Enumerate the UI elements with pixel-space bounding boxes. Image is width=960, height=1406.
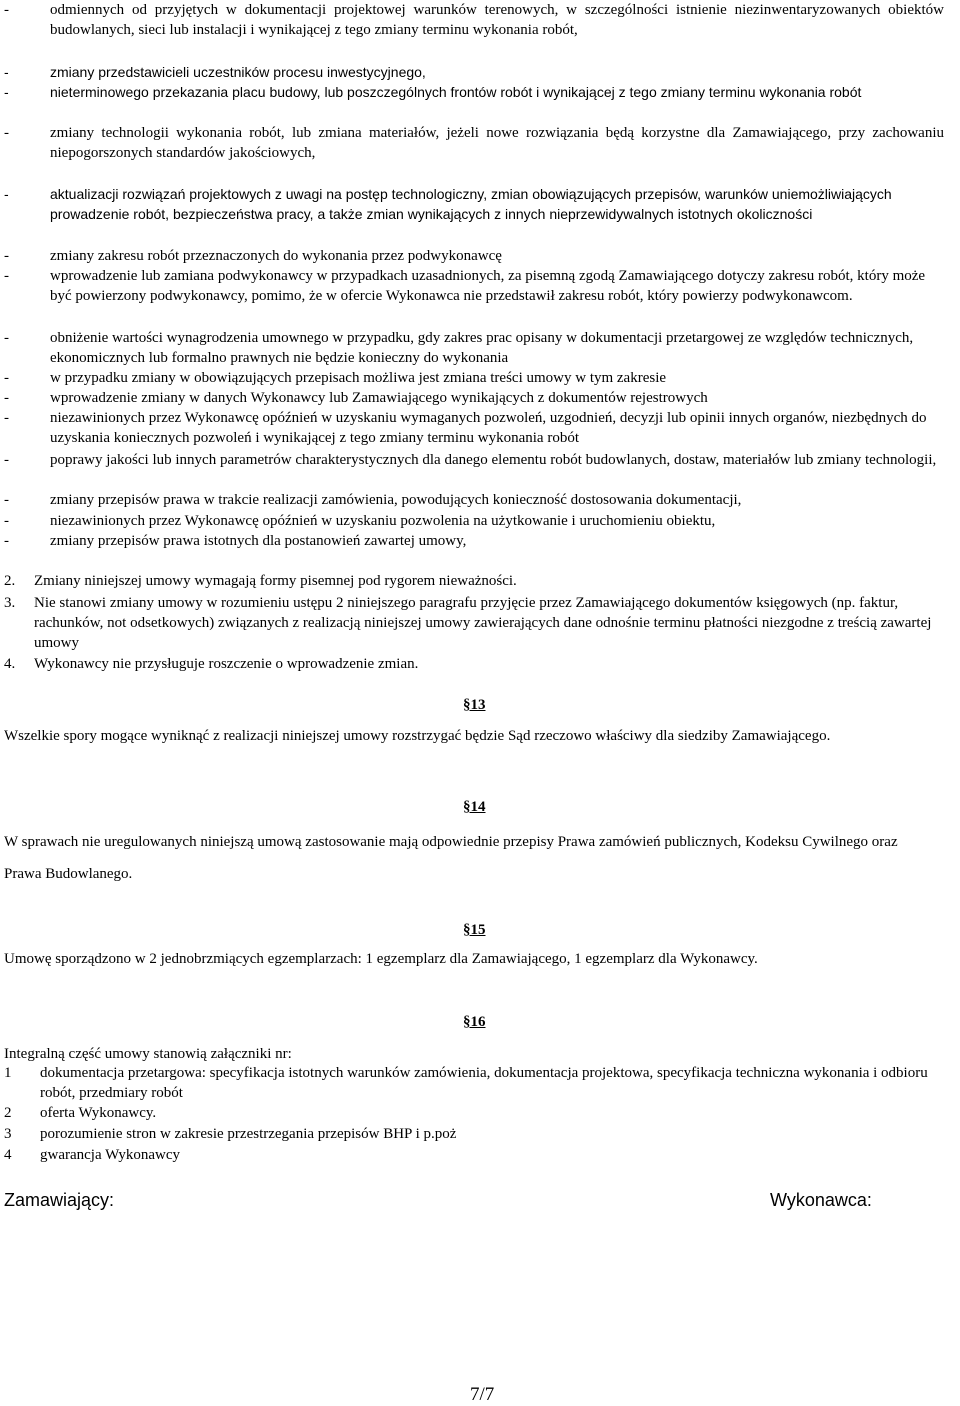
bullet-dash: - [4,452,9,468]
list-item: - poprawy jakości lub innych parametrów charakterystycznych dla danego elementu robót budowlanych, dostaw, materiałów lub zmiany technologii, [4,452,937,468]
attachment-item: 3 porozumienie stron w zakresie przestrzegania przepisów BHP i p.poż [4,1126,457,1142]
list-item: - wprowadzenie lub zamiana podwykonawcy w przypadkach uzasadnionych, za pisemną zgodą Zamawiającego dotyczy zakresu robót, który może być powierzony podwykonawcy, pomimo, że w ofercie Wykonawca nie przedstawił zakresu robót, który powierzy podwykonawcom. [4,268,926,304]
bullet-dash: - [4,64,9,80]
bullet-dash: - [4,492,9,508]
list-item: - aktualizacji rozwiązań projektowych z uwagi na postęp technologiczny, zmian obowiązujących przepisów, warunków uniemożliwiających prowadzenie robót, bezpieczeństwa pracy, a także zmian wynikających z innych nieprzewidywalnych istotnych okoliczności [4,186,892,222]
bullet-dash: - [4,2,9,18]
bullet-dash: - [4,390,9,406]
list-item: - wprowadzenie zmiany w danych Wykonawcy lub Zamawiającego wynikających z dokumentów rejestrowych [4,390,708,406]
section-heading-16: §16 [463,1014,486,1030]
bullet-dash: - [4,330,9,346]
bullet-dash: - [4,410,9,426]
attachment-item: 2 oferta Wykonawcy. [4,1105,157,1121]
bullet-dash: - [4,370,9,386]
list-item: - zmiany przepisów prawa w trakcie realizacji zamówienia, powodujących konieczność dostosowania dokumentacji, [4,492,742,508]
bullet-dash: - [4,513,9,529]
list-item: - zmiany technologii wykonania robót, lub zmiana materiałów, jeżeli nowe rozwiązania będą korzystne dla Zamawiającego, przy zachowaniu niepogorszonych standardów jakościowych, [4,125,944,161]
bullet-dash: - [4,125,9,141]
section-16-text: Integralną część umowy stanowią załączniki nr: [4,1046,292,1062]
list-item: - zmiany przedstawicieli uczestników procesu inwestycyjnego, [4,64,426,80]
section-heading-13: §13 [463,697,486,713]
attachment-item: 4 gwarancja Wykonawcy [4,1147,181,1163]
list-item: - nieterminowego przekazania placu budowy, lub poszczególnych frontów robót i wynikającej z tego zmiany terminu wykonania robót [4,84,862,100]
section-15-text: Umowę sporządzono w 2 jednobrzmiących egzemplarzach: 1 egzemplarz dla Zamawiającego, 1 egzemplarz dla Wykonawcy. [4,951,758,967]
bullet-dash: - [4,268,9,284]
bullet-dash: - [4,248,9,264]
signature-zamawiajacy: Zamawiający: [4,1190,115,1210]
list-item: - obniżenie wartości wynagrodzenia umownego w przypadku, gdy zakres prac opisany w dokumentacji przetargowej ze względów technicznych, ekonomicznych lub formalno prawnych nie będzie konieczny do wykonania [4,330,914,366]
section-heading-14: §14 [463,799,486,815]
bullet-dash: - [4,84,9,100]
bullet-dash: - [4,533,9,549]
list-item: - w przypadku zmiany w obowiązujących przepisach możliwa jest zmiana treści umowy w tym zakresie [4,370,667,386]
list-item: - odmiennych od przyjętych w dokumentacji projektowej warunków terenowych, w szczególności istnienie niezinwentaryzowanych obiektów budowlanych, sieci lub instalacji i wynikającej z tego zmiany terminu wykonania robót, [4,2,944,38]
list-item: - zmiany zakresu robót przeznaczonych do wykonania przez podwykonawcę [4,248,502,264]
point-2: 2. Zmiany niniejszej umowy wymagają formy pisemnej pod rygorem nieważności. [4,573,517,589]
bullet-dash: - [4,186,9,202]
point-4: 4. Wykonawcy nie przysługuje roszczenie o wprowadzenie zmian. [4,656,419,672]
section-heading-15: §15 [463,922,486,938]
signature-wykonawca: Wykonawca: [770,1190,872,1210]
attachment-item: 1 dokumentacja przetargowa: specyfikacja istotnych warunków zamówienia, dokumentacja projektowa, specyfikacja techniczna wykonania i odbioru robót, przedmiary robót [4,1065,928,1101]
list-item: - zmiany przepisów prawa istotnych dla postanowień zawartej umowy, [4,533,467,549]
section-13-text: Wszelkie spory mogące wyniknąć z realizacji niniejszej umowy rozstrzygać będzie Sąd rzeczowo właściwy dla siedziby Zamawiającego. [4,728,831,744]
list-item: - niezawinionych przez Wykonawcę opóźnień w uzyskaniu pozwolenia na użytkowanie i uruchomieniu obiektu, [4,513,716,529]
page-number: 7/7 [470,1384,495,1405]
list-item: - niezawinionych przez Wykonawcę opóźnień w uzyskaniu wymaganych pozwoleń, uzgodnień, decyzji lub opinii innych organów, niezbędnych do uzyskania koniecznych pozwoleń i wynikającej z tego zmiany terminu wykonania robót [4,410,927,446]
section-14-text: W sprawach nie uregulowanych niniejszą umową zastosowanie mają odpowiednie przepisy Prawa zamówień publicznych, Kodeksu Cywilnego oraz Prawa Budowlanego. [4,834,898,882]
point-3: 3. Nie stanowi zmiany umowy w rozumieniu ustępu 2 niniejszego paragrafu przyjęcie przez Zamawiającego dokumentów księgowych (np. faktur, rachunków, not odsetkowych) związanych z realizacją niniejszej umowy zawierających dane odnośnie terminu płatności niezgodne z treścią zawartej umowy [4,595,932,651]
